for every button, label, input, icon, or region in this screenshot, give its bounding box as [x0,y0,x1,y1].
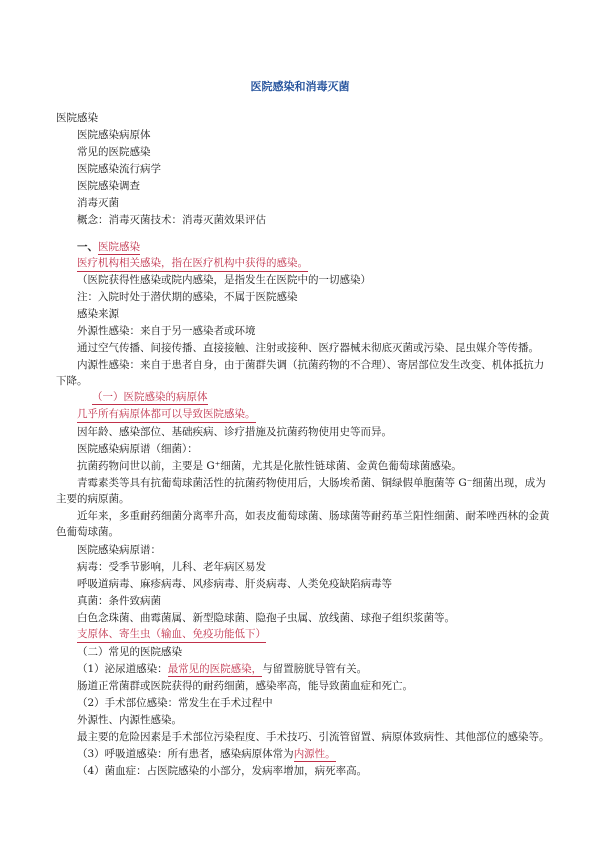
recent-text: 近年来，多重耐药细菌分离率升高，如表皮葡萄球菌、肠球菌等耐药革兰阳性细菌、耐苯唑西林的金黄色葡萄球菌。 [56,510,550,538]
risk-text: 最主要的危险因素是手术部位污染程度、手术技巧、引流管留置、病原体致病性、其他部位的感染等。 [77,731,550,743]
resp-text: （3）呼吸道感染：所有患者，感染病原体常为内源性。 [77,748,336,760]
spectrum-heading: 医院感染病原谱： [77,544,161,556]
outline-item: 常见的医院感染 [77,146,151,158]
common-heading: （二）常见的医院感染 [77,646,182,658]
section-number: 一、 [77,241,98,253]
outline-heading: 医院感染 [56,112,98,124]
uti-text: （1）泌尿道感染：最常见的医院感染，与留置膀胱导管有关。 [77,663,368,675]
note-text: 注：入院时处于潜伏期的感染，不属于医院感染 [77,291,298,303]
bacteria-spectrum-heading: 医院感染病原谱（细菌）： [77,443,198,455]
endogenous-text: 内源性感染：来自于患者自身，由于菌群失调（抗菌药物的不合理）、寄居部位发生改变、机体抵抗力下降。 [56,359,545,387]
surgical-text: （2）手术部位感染：常发生在手术过程中 [77,697,273,709]
fungi-text: 真菌：条件致病菌 [77,595,161,607]
page-title: 医院感染和消毒灭菌 [250,80,350,93]
surgical-types-text: 外源性、内源性感染。 [77,714,182,726]
resp-highlight: 内源性。 [293,748,336,760]
outline-item: 医院感染流行病学 [77,163,161,175]
section-title: 医院感染 [98,241,140,253]
alias-text: （医院获得性感染或院内感染，是指发生在医院中的一切感染） [77,274,371,286]
gut-text: 肠道正常菌群或医院获得的耐药细菌，感染率高，能导致菌血症和死亡。 [77,680,413,692]
virus-list: 呼吸道病毒、麻疹病毒、风疹病毒、肝炎病毒、人类免疫缺陷病毒等 [77,578,392,590]
pathogens-heading: （一）医院感染的病原体 [92,391,208,403]
factors-text: 因年龄、感染部位、基础疾病、诊疗措施及抗菌药物使用史等而异。 [77,426,392,438]
penicillin-era-text: 青霉素类等具有抗葡萄球菌活性的抗菌药物使用后，大肠埃希菌、铜绿假单胞菌等 G⁻细菌出现，成为主要的病原菌。 [56,477,546,505]
definition-highlight: 医疗机构相关感染，指在医疗机构中获得的感染。 [77,256,308,272]
virus-text: 病毒：受季节影响，儿科、老年病区易发 [77,561,266,573]
others-highlight: 支原体、寄生虫（输血、免疫功能低下） [77,627,266,643]
bacteremia-text: （4）菌血症：占医院感染的小部分，发病率增加，病死率高。 [77,765,368,777]
exogenous-text: 外源性感染：来自于另一感染者或环境 [77,325,256,337]
outline-item: 医院感染调查 [77,180,140,192]
outline-item: 概念：消毒灭菌技术：消毒灭菌效果评估 [77,214,266,226]
outline-item: 医院感染病原体 [77,129,151,141]
section-heading [77,240,140,254]
pathogens-summary: 几乎所有病原体都可以导致医院感染。 [77,407,256,423]
uti-highlight: 最常见的医院感染， [167,663,263,675]
source-heading: 感染来源 [77,308,119,320]
transmission-text: 通过空气传播、间接传播、直接接触、注射或接种、医疗器械未彻底灭菌或污染、昆虫媒介等传播。 [77,342,539,354]
history-text: 抗菌药物问世以前，主要是 G⁺细菌，尤其是化脓性链球菌、金黄色葡萄球菌感染。 [77,460,462,472]
fungi-list: 白色念珠菌、曲霉菌属、新型隐球菌、隐孢子虫属、放线菌、球孢子组织浆菌等。 [77,612,455,624]
outline-item: 消毒灭菌 [77,197,119,209]
